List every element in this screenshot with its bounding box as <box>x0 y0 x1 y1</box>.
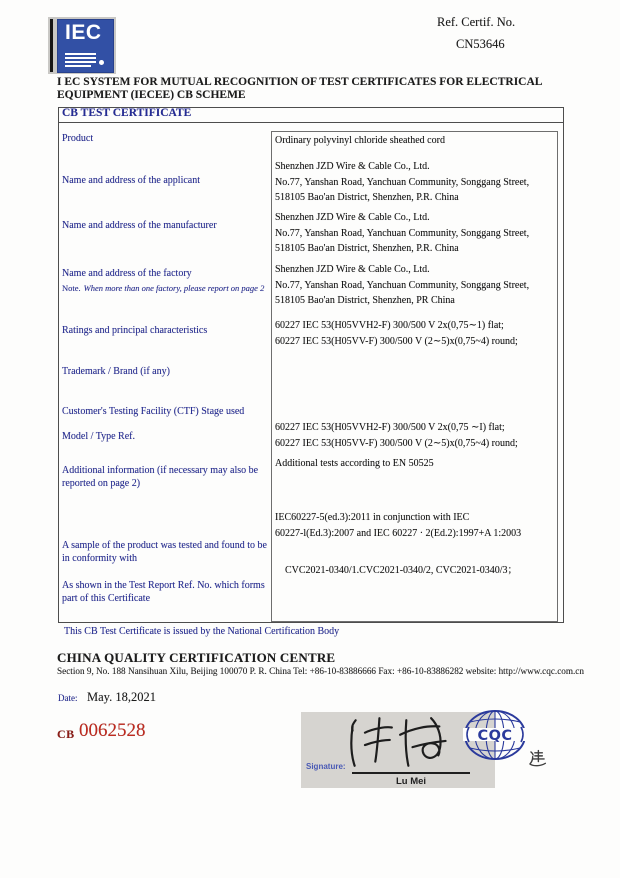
value-product: Ordinary polyvinyl chloride sheathed cord <box>275 135 445 146</box>
label-applicant: Name and address of the applicant <box>62 175 201 186</box>
cb-number-prefix: CB <box>57 727 75 741</box>
iec-logo-spine <box>50 19 53 72</box>
ncb-address: Section 9, No. 188 Nansihuan Xilu, Beijing 100070 P. R. China Tel: +86-10-83886666 Fax: +86-10-83886282 website: http://www.cqc.com.cn <box>57 666 584 676</box>
value-additional-info: Additional tests according to EN 50525 <box>275 458 434 469</box>
label-test-reports: As shown in the Test Report Ref. No. which forms part of this Certificate <box>62 580 265 604</box>
iec-logo-book <box>57 19 114 73</box>
value-test-reports: CVC2021-0340/1.CVC2021-0340/2, CVC2021-0340/3； <box>285 565 518 576</box>
label-trademark: Trademark / Brand (if any) <box>62 366 170 377</box>
date-label: Date: <box>58 693 78 703</box>
value-applicant: Shenzhen JZD Wire & Cable Co., Ltd. No.77, Yanshan Road, Yanchuan Community, Songgang Street, 518105 Bao'an District, Shenzhen, P.R. China <box>275 161 530 203</box>
label-additional-info: Additional information (if necessary may also be reported on page 2) <box>62 465 259 489</box>
ref-certif-number: CN53646 <box>456 37 505 51</box>
signatory-name: Lu Mei <box>395 776 427 787</box>
value-factory: Shenzhen JZD Wire & Cable Co., Ltd. No.77, Yanshan Road, Yanchuan Community, Songgang Street, 518105 Bao'an District, Shenzhen, PR China <box>275 264 530 306</box>
signature-label: Signature: <box>306 762 346 771</box>
handwritten-signature <box>338 712 456 774</box>
value-manufacturer: Shenzhen JZD Wire & Cable Co., Ltd. No.77, Yanshan Road, Yanchuan Community, Songgang Street, 518105 Bao'an District, Shenzhen, P.R. China <box>275 212 530 254</box>
label-ctf-stage: Customer's Testing Facility (CTF) Stage used <box>62 406 245 417</box>
date-value: May. 18,2021 <box>87 690 156 704</box>
issued-by-note: This CB Test Certificate is issued by the National Certification Body <box>64 626 340 637</box>
cqc-logo-text: CQC <box>477 728 513 744</box>
certificate-title: CB TEST CERTIFICATE <box>62 107 192 119</box>
factory-note <box>62 283 264 293</box>
label-conformity: A sample of the product was tested and found to be in conformity with <box>62 540 267 564</box>
value-model-type: 60227 IEC 53(H05VVH2-F) 300/500 V 2x(0,75 ∼I) flat; 60227 IEC 53(H05VV-F) 300/500 V (2∼5)x(0,75~4) round; <box>275 422 518 449</box>
value-ratings: 60227 IEC 53(H05VVH2-F) 300/500 V 2x(0,75∼1) flat; 60227 IEC 53(H05VV-F) 300/500 V (2∼5)x(0,75~4) round; <box>275 320 518 347</box>
ref-certif-label: Ref. Certif. No. <box>437 15 516 29</box>
factory-note-prefix: Note. <box>62 283 81 293</box>
label-product: Product <box>62 133 94 144</box>
value-conformity: IEC60227-5(ed.3):2011 in conjunction with IEC 60227-l(Ed.3):2007 and IEC 60227 · 2(Ed.2):1997+A 1:2003 <box>275 512 522 539</box>
label-ratings: Ratings and principal characteristics <box>62 325 208 336</box>
label-manufacturer: Name and address of the manufacturer <box>62 220 217 231</box>
label-model-type: Model / Type Ref. <box>62 431 135 442</box>
cqc-logo <box>462 708 528 764</box>
iec-logo-dot <box>99 60 104 65</box>
cb-number: 0062528 <box>79 720 146 741</box>
iec-logo-text: IEC <box>65 21 102 44</box>
ncb-name: CHINA QUALITY CERTIFICATION CENTRE <box>57 650 336 665</box>
factory-note-text: When more than one factory, please report on page 2 <box>83 283 265 293</box>
stamp-character-jian <box>527 748 548 769</box>
label-factory: Name and address of the factory <box>62 268 192 279</box>
signature-line <box>352 772 470 774</box>
scheme-title: I EC SYSTEM FOR MUTUAL RECOGNITION OF TEST CERTIFICATES FOR ELECTRICAL EQUIPMENT (IECEE) CB SCHEME <box>57 76 542 101</box>
iec-logo <box>48 17 116 74</box>
